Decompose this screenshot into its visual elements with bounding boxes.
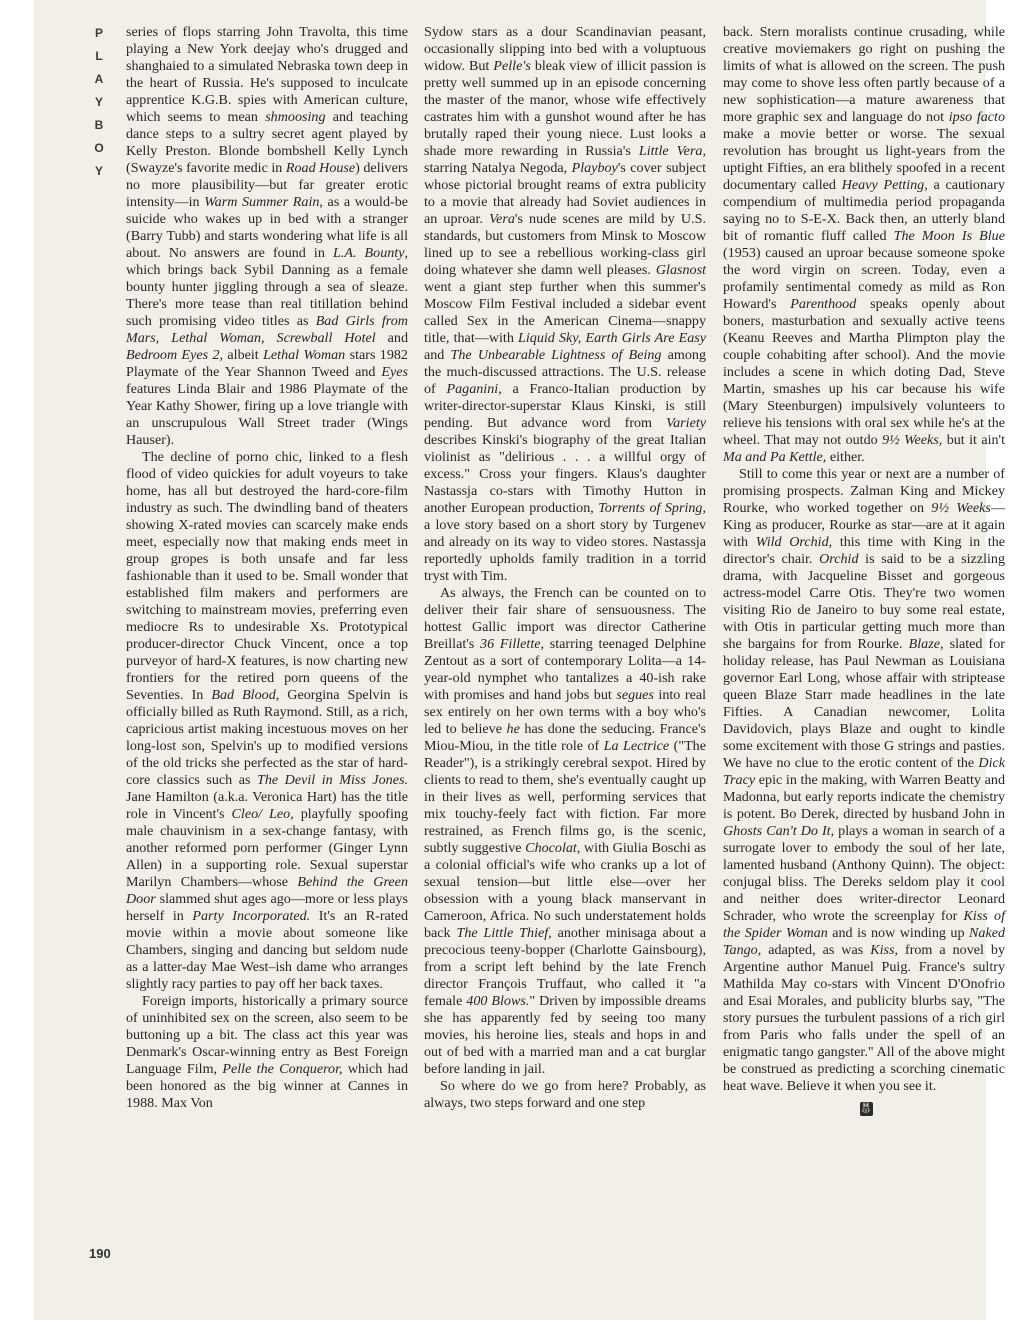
- italic-title: 9½ Weeks,: [882, 432, 943, 448]
- italic-title: Kiss of the Spider Woman: [723, 908, 1005, 941]
- italic-title: Lethal Woman: [263, 347, 346, 363]
- italic-title: The Devil in Miss Jones.: [257, 772, 408, 788]
- italic-title: Naked Tango,: [723, 925, 1006, 958]
- italic-title: Chocolat,: [525, 840, 581, 856]
- italic-title: Variety: [666, 415, 706, 431]
- italic-title: The Unbearable Lightness of Being: [450, 347, 662, 363]
- italic-title: Warm Summer Rain: [204, 194, 320, 210]
- italic-title: Bad Girls from Mars, Lethal Woman, Screwball Hotel: [126, 313, 408, 346]
- italic-title: Orchid: [819, 551, 859, 567]
- italic-title: Pelle's: [493, 58, 531, 74]
- paragraph: Still to come this year or next are a number of promising prospects. Zalman King and Mickey Rourke, who worked together on 9½ Weeks—King as producer, Rourke as star—are at it again with Wild Orchid, this time with King in the director's chair. Orchid is said to be a sizzling drama, with Jacqueline Bisset and gorgeous actress-model Carre Otis. They're two women visiting Rio de Janeiro to buy some real estate, with Otis in particular getting much more than she bargains for from Rourke. Blaze, slated for holiday release, has Paul Newman as Louisiana governor Earl Long, whose affair with striptease queen Blaze Starr made headlines in the late Fifties. A Canadian newcomer, Lolita Davidovich, plays Blaze and ought to kindle some excitement with those G strings and pasties. We have no clue to the erotic content of the Dick Tracy epic in the making, with Warren Beatty and Madonna, but early reports indicate the chemistry is potent. Bo Derek, directed by husband John in Ghosts Can't Do It, plays a woman in search of a surrogate lover to embody the soul of her late, lamented husband (Anthony Quinn). The object: conjugal bliss. The Dereks seldom play it cool and neither does writer-director Leonard Schrader, who wrote the screenplay for Kiss of the Spider Woman and is now winding up Naked Tango, adapted, as was Kiss, from a novel by Argentine author Manuel Puig. France's sultry Mathilda May co-stars with Vincent D'Onofrio and Esai Morales, and publicity blurbs say, "The story pursues the turbulent passions of a rich girl from Paris who falls under the spell of an enigmatic tango gangster." All of the above might be construed as predicting a scorching cinematic heat wave. Believe it when you see it.: [723, 466, 1006, 1094]
- paragraph: back. Stern moralists continue crusading, while creative moviemakers go right on pushing the limits of what is allowed on the screen. The push may come to shove less often partly because of a new sophistication—a mature awareness that more graphic sex and language do not ipso facto make a movie better or worse. The sexual revolution has brought us light-years from the uptight Fifties, an era blithely spoofed in a recent documentary called Heavy Petting, a cautionary compendium of multimedia period propaganda saying no to S-E-X. Back then, an utterly bland bit of romantic fluff called The Moon Is Blue (1953) caused an uproar because someone spoke the word virgin on screen. Today, even a profamily sentimental comedy as mild as Ron Howard's Parenthood speaks openly about boners, masturbation and sexually active teens (Keanu Reeves and Martha Plimpton play the couple cohabiting after school). And the movie includes a scene in which doting Dad, Steve Martin, smashes up his car because his wife (Mary Steenburgen) impulsively volunteers to relieve his tensions with oral sex while he's at the wheel. That may not outdo 9½ Weeks, but it ain't Ma and Pa Kettle, either.: [723, 24, 1006, 465]
- italic-title: Glasnost: [655, 262, 706, 278]
- italic-title: Bad Blood,: [211, 687, 280, 703]
- magazine-name-vertical: [92, 22, 106, 183]
- paragraph: The decline of porno chic, linked to a flesh flood of video quickies for adult voyeurs to take home, has all but destroyed the hard-core-film industry as such. The dwindling band of theaters showing X-rated movies can scarcely make ends meet, especially now that making ends meet in group gropes is both unsafe and far less fashionable than it used to be. Small wonder that established film makers and performers are switching to mainstream movies, preferring even mediocre Rs to undesirable Xs. Prototypical producer-director Chuck Vincent, once a top purveyor of hard-X features, is now charting new frontiers for the retired porn queens of the Seventies. In Bad Blood, Georgina Spelvin is officially billed as Ruth Raymond. Still, as a rich, capricious artist making incestuous moves on her long-lost son, Spelvin's up to modified versions of the old tricks she perfected as the star of hard-core classics such as The Devil in Miss Jones. Jane Hamilton (a.k.a. Veronica Hart) has the title role in Vincent's Cleo/ Leo, playfully spoofing male chauvinism in a sex-change fantasy, with another reformed porn performer (Ginger Lynn Allen) in a supporting role. Sexual superstar Marilyn Chambers—whose Behind the Green Door slammed shut ages ago—more or less plays herself in Party Incorporated. It's an R-rated movie within a movie about someone like Chambers, singing and dancing but seldom nude as a latter-day Mae West–ish dame who arranges slightly racy parties to pay off her back taxes.: [126, 449, 409, 992]
- italic-title: Party Incorporated.: [192, 908, 311, 924]
- paragraph: Sydow stars as a dour Scandinavian peasant, occasionally slipping into bed with a voluptuous widow. But Pelle's bleak view of illicit passion is pretty well summed up in an episode concerning the master of the manor, whose wife effectively castrates him with a gunshot wound after he has brutally raped their young niece. Lust looks a shade more rewarding in Russia's Little Vera, starring Natalya Negoda, Playboy's cover subject whose pictorial brought reams of extra publicity to a movie that already had Soviet audiences in an uproar. Vera's nude scenes are mild by U.S. standards, but customers from Minsk to Moscow lined up to see a rebellious working-class girl doing whatever she damn well pleases. Glasnost went a giant step further when this summer's Moscow Film Festival included a sidebar event called Sex in the American Cinema—snappy title, that—with Liquid Sky, Earth Girls Are Easy and The Unbearable Lightness of Being among the much-discussed attractions. The U.S. release of Paganini, a Franco-Italian production by writer-director-superstar Klaus Kinski, is still pending. But advance word from Variety describes Kinski's biography of the great Italian violinist as "delirious . . . a willful orgy of excess." Cross your fingers. Klaus's daughter Nastassja co-stars with Timothy Hutton in another European production, Torrents of Spring, a love story based on a short story by Turgenev and already on its way to video stores. Nastassja reportedly upholds family tradition in a torrid tryst with Tim.: [424, 24, 707, 584]
- italic-title: Bedroom Eyes 2,: [126, 347, 224, 363]
- bunny-logo-icon: 🐰︎: [859, 1103, 873, 1114]
- magazine-name-letter: Y: [94, 164, 103, 178]
- magazine-name-letter: O: [94, 141, 104, 155]
- paragraph: series of flops starring John Travolta, this time playing a New York deejay who's drugged and shanghaied to a simulated Nebraska town deep in the heart of Russia. He's supposed to inculcate apprentice K.G.B. spies with American culture, which seems to mean shmoosing and teaching dance steps to a sultry secret agent played by Kelly Preston. Blonde bombshell Kelly Lynch (Swayze's favorite medic in Road House) delivers no more plausibility—but far greater erotic intensity—in Warm Summer Rain, as a would-be suicide who wakes up in bed with a stranger (Barry Tubb) and starts wondering what life is all about. No answers are found in L.A. Bounty, which brings back Sybil Danning as a female bounty hunter jiggling through a sea of sleaze. There's more tease than real titillation behind such promising video titles as Bad Girls from Mars, Lethal Woman, Screwball Hotel and Bedroom Eyes 2, albeit Lethal Woman stars 1982 Playmate of the Year Shannon Tweed and Eyes features Linda Blair and 1986 Playmate of the Year Kathy Shower, firing up a love triangle with an unscrupulous Wall Street trader (Wings Hauser).: [126, 24, 409, 448]
- italic-title: Pelle the Conqueror,: [222, 1061, 343, 1077]
- italic-title: 9½ Weeks: [931, 500, 991, 516]
- italic-title: Cleo/ Leo,: [231, 806, 294, 822]
- italic-title: Heavy Petting,: [841, 177, 928, 193]
- italic-title: Road House: [285, 160, 356, 176]
- magazine-name-letter: B: [94, 118, 104, 132]
- magazine-name-letter: P: [94, 26, 103, 40]
- paragraph: As always, the French can be counted on to deliver their fair share of sensuousness. The hottest Gallic import was director Catherine Breillat's 36 Fillette, starring teenaged Delphine Zentout as a sort of contemporary Lolita—a 14-year-old nymphet who tantalizes a 40-ish rake with promises and hand jobs but segues into real sex entirely on her own terms with a boy who's led to believe he has done the seducing. France's Miou-Miou, in the title role of La Lectrice ("The Reader"), is a strikingly cerebral sexpot. Hired by clients to read to them, she's eventually caught up in their lives as well, performing services that mix touchy-feely fact with fiction. Far more restrained, as French films go, is the scenic, subtly suggestive Chocolat, with Giulia Boschi as a colonial official's wife who cranks up a lot of sexual tension—but little else—over her obsession with a young black manservant in Cameroon, Africa. No such understatement holds back The Little Thief, another minisaga about a precocious teeny-bopper (Charlotte Gainsbourg), from a script left behind by the late French director François Truffaut, who called it "a female 400 Blows." Driven by impossible dreams she has apparently fed by seeing too many movies, his heroine lies, steals and hops in and out of bed with a married man and a cat burglar before landing in jail.: [424, 585, 706, 1077]
- italic-title: The Moon Is Blue: [893, 228, 1005, 244]
- italic-title: The Little Thief,: [456, 925, 552, 941]
- italic-title: L.A. Bounty: [332, 245, 405, 261]
- italic-title: he: [506, 721, 520, 737]
- italic-title: Dick Tracy: [723, 755, 1005, 788]
- italic-title: Eyes: [381, 364, 408, 380]
- paragraph: So where do we go from here? Probably, as always, two steps forward and one step: [424, 1078, 706, 1111]
- italic-title: Ma and Pa Kettle,: [723, 449, 827, 465]
- italic-title: Liquid Sky, Earth Girls Are Easy: [518, 330, 706, 346]
- italic-title: 400 Blows.: [466, 993, 530, 1009]
- italic-title: segues: [616, 687, 654, 703]
- magazine-name-letter: A: [94, 72, 104, 86]
- article-column-3: [723, 24, 1005, 1116]
- italic-title: Little Vera,: [638, 143, 706, 159]
- magazine-name-letter: L: [95, 49, 103, 63]
- italic-title: ipso facto: [948, 109, 1006, 125]
- italic-title: shmoosing: [265, 109, 326, 125]
- italic-title: Parenthood: [790, 296, 857, 312]
- italic-title: Kiss,: [870, 942, 899, 958]
- italic-title: Blaze,: [908, 636, 944, 652]
- italic-title: Vera: [489, 211, 515, 227]
- italic-title: Behind the Green Door: [126, 874, 408, 907]
- italic-title: Paganini,: [446, 381, 502, 397]
- italic-title: 36 Fillette,: [480, 636, 545, 652]
- page-number: 190: [89, 1246, 111, 1261]
- article-column-1: [126, 24, 408, 1112]
- magazine-name-letter: Y: [94, 95, 103, 109]
- italic-title: Ghosts Can't Do It,: [723, 823, 835, 839]
- article-column-2: [424, 24, 706, 1112]
- italic-title: Wild Orchid,: [755, 534, 833, 550]
- italic-title: Playboy: [571, 160, 618, 176]
- magazine-page: [34, 0, 1006, 1320]
- paragraph: Foreign imports, historically a primary source of uninhibited sex on the screen, also seem to be buttoning up a bit. The class act this year was Denmark's Oscar-winning entry as Best Foreign Language Film, Pelle the Conqueror, which had been honored as the big winner at Cannes in 1988. Max Von: [126, 993, 408, 1111]
- end-mark-row: [723, 1097, 1005, 1116]
- italic-title: La Lectrice: [603, 738, 670, 754]
- italic-title: Torrents of Spring,: [598, 500, 706, 516]
